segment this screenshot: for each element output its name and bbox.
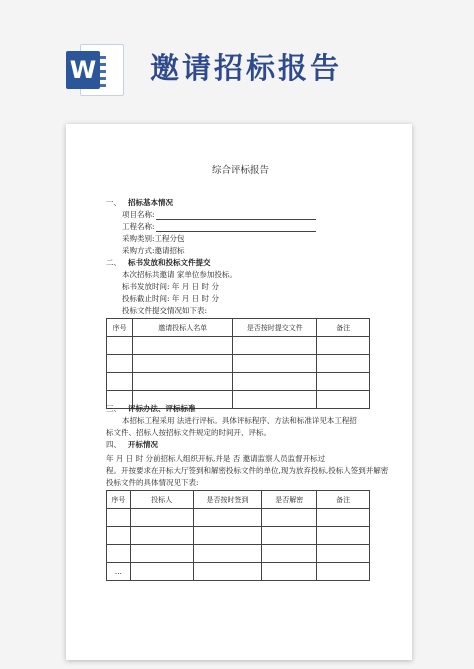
table-cell [130, 527, 193, 545]
table-row [107, 373, 370, 391]
table-cell [233, 373, 317, 391]
table-row [107, 527, 370, 545]
table-cell [107, 545, 131, 563]
banner [0, 0, 474, 118]
evaluation-text-1: 本招标工程采用 法进行评标。具体评标程序、方法和标准详见本工程招 [122, 416, 357, 425]
table-cell [107, 355, 133, 373]
section-1-number: 一、 [106, 198, 121, 207]
table-cell [193, 527, 261, 545]
section-1-heading: 招标基本情况 [128, 198, 173, 207]
document-page [66, 124, 412, 660]
table-cell: … [107, 563, 131, 581]
project-name-label: 项目名称: [122, 210, 155, 219]
table-cell [317, 337, 370, 355]
table-cell [133, 337, 233, 355]
table-row [107, 355, 370, 373]
project-name-line [156, 219, 316, 220]
table-cell [107, 337, 133, 355]
project-item-label: 工程名称: [122, 222, 155, 231]
opening-text-2: 程。开按要求在开标大厅签到和解密投标文件的单位,现为放弃投标,投标人签到并解密 [106, 466, 389, 475]
section-2-number: 二、 [106, 258, 121, 267]
table-row [107, 337, 370, 355]
opening-text-1: 年 月 日 时 分前招标人组织开标,并是 否 邀请监察人员监督开标过 [106, 454, 326, 463]
category-field: 采购类别:工程分包 [122, 234, 185, 243]
project-item-line [156, 231, 316, 232]
table-cell [317, 391, 370, 409]
table-cell [130, 563, 193, 581]
table-header-cell: 是否按时签到 [193, 491, 261, 509]
table-cell [317, 545, 370, 563]
table-cell [193, 563, 261, 581]
table-cell [262, 527, 317, 545]
table-cell [262, 563, 317, 581]
table-header-cell: 序号 [107, 319, 133, 337]
invite-count-text: 本次招标共邀请 家单位参加投标。 [122, 270, 237, 279]
section-3-heading: 评标办法、评标标准 [128, 404, 196, 413]
table-cell [233, 337, 317, 355]
table-cell [193, 545, 261, 563]
table-row [107, 509, 370, 527]
opening-table [106, 490, 370, 581]
bid-deadline-time: 投标截止时间: 年 月 日 时 分 [122, 294, 219, 303]
method-field: 采购方式:邀请招标 [122, 246, 185, 255]
submission-intro: 投标文件提交情况如下表: [122, 306, 208, 315]
table-row [107, 545, 370, 563]
table-cell [317, 563, 370, 581]
table-cell [317, 509, 370, 527]
table-header-cell: 是否按时提交文件 [233, 319, 317, 337]
table-cell [317, 355, 370, 373]
table-cell [130, 545, 193, 563]
table-cell [107, 373, 133, 391]
table-cell [107, 527, 131, 545]
table-cell [233, 355, 317, 373]
table-header-row [107, 319, 370, 337]
table-cell [262, 545, 317, 563]
table-row [107, 563, 370, 581]
opening-text-3: 投标文件的具体情况见下表: [106, 478, 199, 487]
table-header-cell: 序号 [107, 491, 131, 509]
section-4-number: 四、 [106, 440, 121, 449]
table-cell [133, 373, 233, 391]
banner-title: 邀请招标报告 [150, 51, 343, 85]
evaluation-text-2: 标文件、招标人按招标文件规定的时间开、评标。 [106, 428, 271, 437]
word-icon [64, 40, 126, 100]
document-title: 综合评标报告 [212, 165, 270, 176]
table-cell [130, 509, 193, 527]
table-cell [317, 527, 370, 545]
table-cell [107, 509, 131, 527]
table-header-cell: 邀请投标人名单 [133, 319, 233, 337]
table-header-cell: 投标人 [130, 491, 193, 509]
table-header-cell: 备注 [317, 491, 370, 509]
word-logo-letter: W [66, 51, 100, 89]
section-3-number: 三、 [106, 404, 121, 413]
submission-table [106, 318, 370, 409]
table-cell [317, 373, 370, 391]
section-4-heading: 开标情况 [128, 440, 158, 449]
table-cell [133, 355, 233, 373]
table-cell [233, 391, 317, 409]
table-cell [262, 509, 317, 527]
bid-issue-time: 标书发放时间: 年 月 日 时 分 [122, 282, 219, 291]
table-cell [193, 509, 261, 527]
table-header-cell: 是否解密 [262, 491, 317, 509]
table-header-row [107, 491, 370, 509]
table-header-cell: 备注 [317, 319, 370, 337]
section-2-heading: 标书发放和投标文件提交 [128, 258, 211, 267]
